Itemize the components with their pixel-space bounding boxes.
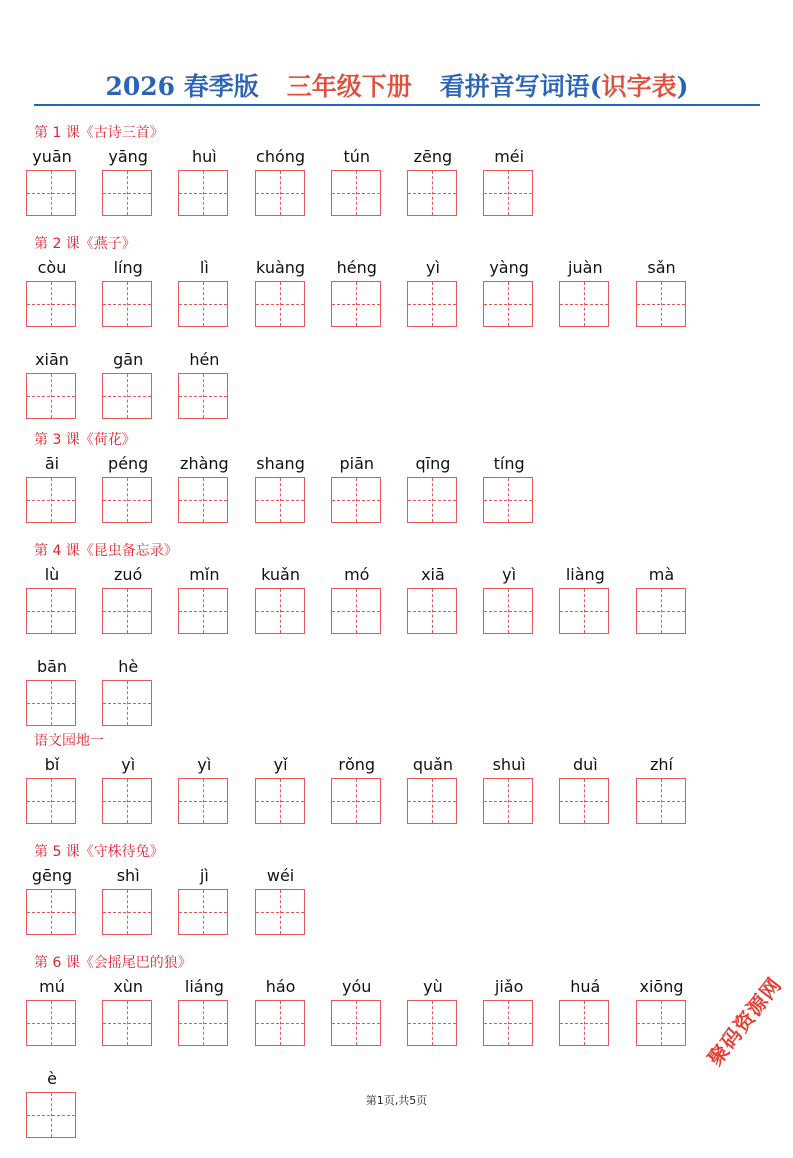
pinyin-label: chóng	[256, 147, 306, 166]
writing-box[interactable]	[255, 1000, 305, 1046]
pinyin-label: méi	[494, 147, 525, 166]
writing-box[interactable]	[178, 1000, 228, 1046]
lesson-section	[34, 540, 774, 746]
pinyin-label: xiā	[421, 565, 445, 584]
character-cell	[102, 752, 178, 844]
writing-box[interactable]	[407, 588, 457, 634]
writing-box[interactable]	[483, 778, 533, 824]
character-cell	[102, 562, 178, 654]
pinyin-grid	[26, 752, 774, 844]
writing-box[interactable]	[26, 588, 76, 634]
writing-box[interactable]	[636, 778, 686, 824]
pinyin-label: liáng	[184, 977, 224, 996]
character-cell	[407, 451, 483, 543]
writing-box[interactable]	[102, 778, 152, 824]
character-cell	[102, 144, 178, 236]
writing-box[interactable]	[102, 281, 152, 327]
pinyin-label: yù	[423, 977, 443, 996]
character-cell	[178, 144, 254, 236]
title-task: 看拼音写词语(	[439, 72, 602, 101]
character-cell	[255, 562, 331, 654]
writing-box[interactable]	[636, 588, 686, 634]
pinyin-label: juàn	[568, 258, 603, 277]
pinyin-label: mó	[344, 565, 370, 584]
character-cell	[483, 974, 559, 1066]
watermark: 聚码资源网	[702, 972, 787, 1071]
pinyin-label: xiōng	[639, 977, 684, 996]
pinyin-label: rǒng	[338, 755, 376, 774]
pinyin-label: shang	[256, 454, 305, 473]
pinyin-label: bǐ	[44, 755, 60, 774]
pinyin-label: lì	[199, 258, 209, 277]
pinyin-label: péng	[108, 454, 149, 473]
writing-box[interactable]	[559, 588, 609, 634]
pinyin-label: piān	[339, 454, 375, 473]
writing-box[interactable]	[26, 889, 76, 935]
pinyin-label: hè	[118, 657, 139, 676]
writing-box[interactable]	[178, 281, 228, 327]
character-cell	[255, 451, 331, 543]
pinyin-label: còu	[37, 258, 67, 277]
pinyin-label: yì	[425, 258, 440, 277]
writing-box[interactable]	[255, 588, 305, 634]
writing-box[interactable]	[102, 373, 152, 419]
character-cell	[26, 863, 102, 955]
writing-box[interactable]	[26, 170, 76, 216]
character-cell	[483, 255, 559, 347]
character-cell	[255, 255, 331, 347]
writing-box[interactable]	[407, 170, 457, 216]
character-cell	[559, 974, 635, 1066]
writing-box[interactable]	[331, 778, 381, 824]
character-cell	[26, 347, 102, 439]
pinyin-label: yì	[121, 755, 136, 774]
writing-box[interactable]	[26, 778, 76, 824]
writing-box[interactable]	[102, 889, 152, 935]
lesson-section	[34, 233, 774, 439]
character-cell	[483, 144, 559, 236]
character-cell	[331, 255, 407, 347]
character-cell	[559, 255, 635, 347]
pinyin-label: yāng	[108, 147, 148, 166]
pinyin-label: lù	[44, 565, 60, 584]
pinyin-label: wéi	[266, 866, 295, 885]
character-cell	[178, 255, 254, 347]
writing-box[interactable]	[407, 477, 457, 523]
character-cell	[26, 752, 102, 844]
lesson-title: 第 1 课《古诗三首》	[34, 125, 164, 141]
pinyin-label: yì	[502, 565, 517, 584]
pinyin-label: shì	[116, 866, 140, 885]
character-cell	[636, 752, 712, 844]
character-cell	[255, 144, 331, 236]
character-cell	[407, 144, 483, 236]
writing-box[interactable]	[178, 889, 228, 935]
character-cell	[331, 562, 407, 654]
pinyin-label: yàng	[489, 258, 529, 277]
character-cell	[331, 974, 407, 1066]
lesson-title: 第 6 课《会摇尾巴的狼》	[34, 955, 192, 971]
pinyin-label: zhàng	[180, 454, 229, 473]
writing-box[interactable]	[178, 477, 228, 523]
pinyin-label: kuàng	[256, 258, 306, 277]
lesson-title: 第 5 课《守株待兔》	[34, 844, 164, 860]
character-cell	[26, 255, 102, 347]
writing-box[interactable]	[26, 1000, 76, 1046]
pinyin-label: gēng	[31, 866, 73, 885]
character-cell	[26, 562, 102, 654]
writing-box[interactable]	[255, 170, 305, 216]
lesson-section	[34, 122, 774, 236]
pinyin-label: héng	[336, 258, 377, 277]
lesson-title: 第 4 课《昆虫备忘录》	[34, 543, 178, 559]
writing-box[interactable]	[559, 281, 609, 327]
writing-box[interactable]	[102, 588, 152, 634]
title-close: )	[676, 72, 689, 101]
pinyin-label: jiǎo	[494, 977, 524, 996]
pinyin-label: è	[47, 1069, 57, 1088]
character-cell	[102, 255, 178, 347]
writing-box[interactable]	[559, 1000, 609, 1046]
character-cell	[636, 255, 712, 347]
writing-box[interactable]	[26, 373, 76, 419]
character-cell	[178, 974, 254, 1066]
writing-box[interactable]	[331, 1000, 381, 1046]
character-cell	[407, 974, 483, 1066]
character-cell	[255, 974, 331, 1066]
pinyin-label: xùn	[113, 977, 144, 996]
character-cell	[331, 451, 407, 543]
writing-box[interactable]	[559, 778, 609, 824]
writing-box[interactable]	[483, 477, 533, 523]
pinyin-label: zēng	[413, 147, 453, 166]
character-cell	[102, 347, 178, 439]
pinyin-label: mú	[39, 977, 65, 996]
character-cell	[559, 752, 635, 844]
character-cell	[102, 863, 178, 955]
character-cell	[178, 562, 254, 654]
pinyin-label: shuì	[492, 755, 526, 774]
writing-box[interactable]	[636, 1000, 686, 1046]
pinyin-label: zuó	[114, 565, 143, 584]
pinyin-label: huì	[192, 147, 217, 166]
character-cell	[407, 255, 483, 347]
pinyin-label: bān	[36, 657, 68, 676]
writing-box[interactable]	[483, 1000, 533, 1046]
character-cell	[178, 451, 254, 543]
writing-box[interactable]	[255, 778, 305, 824]
pinyin-grid	[26, 451, 774, 543]
title-grade: 三年级下册	[286, 72, 412, 101]
pinyin-grid	[26, 863, 774, 955]
pinyin-label: hén	[189, 350, 220, 369]
writing-box[interactable]	[102, 170, 152, 216]
character-cell	[483, 562, 559, 654]
pinyin-label: xiān	[35, 350, 69, 369]
writing-box[interactable]	[178, 170, 228, 216]
writing-box[interactable]	[102, 680, 152, 726]
writing-box[interactable]	[102, 477, 152, 523]
writing-box[interactable]	[483, 588, 533, 634]
character-cell	[483, 752, 559, 844]
lesson-section	[34, 730, 774, 844]
writing-box[interactable]	[102, 1000, 152, 1046]
character-cell	[102, 451, 178, 543]
pinyin-label: líng	[113, 258, 143, 277]
pinyin-label: jì	[199, 866, 209, 885]
character-cell	[331, 752, 407, 844]
pinyin-label: qīng	[415, 454, 451, 473]
character-cell	[255, 752, 331, 844]
pinyin-label: tíng	[493, 454, 525, 473]
character-cell	[26, 451, 102, 543]
pinyin-label: mà	[648, 565, 675, 584]
writing-box[interactable]	[255, 281, 305, 327]
writing-box[interactable]	[331, 281, 381, 327]
lesson-title: 第 3 课《荷花》	[34, 432, 136, 448]
pinyin-label: quǎn	[412, 755, 454, 774]
pinyin-label: āi	[44, 454, 60, 473]
lesson-section	[34, 952, 774, 1158]
pinyin-label: kuǎn	[261, 565, 300, 584]
pinyin-label: háo	[265, 977, 296, 996]
character-cell	[255, 863, 331, 955]
pinyin-label: yóu	[342, 977, 372, 996]
pinyin-label: zhí	[650, 755, 673, 774]
character-cell	[331, 144, 407, 236]
writing-box[interactable]	[407, 1000, 457, 1046]
lesson-title: 第 2 课《燕子》	[34, 236, 136, 252]
pinyin-label: duì	[572, 755, 598, 774]
writing-box[interactable]	[178, 373, 228, 419]
pinyin-grid	[26, 144, 774, 236]
character-cell	[26, 144, 102, 236]
writing-box[interactable]	[331, 170, 381, 216]
writing-box[interactable]	[255, 889, 305, 935]
pinyin-label: mǐn	[189, 565, 220, 584]
lesson-section	[31, 841, 774, 955]
character-cell	[178, 863, 254, 955]
lesson-title: 语文园地一	[34, 733, 104, 749]
writing-box[interactable]	[407, 778, 457, 824]
pinyin-label: liàng	[565, 565, 605, 584]
pinyin-label: huá	[570, 977, 601, 996]
writing-box[interactable]	[26, 281, 76, 327]
pinyin-grid	[26, 974, 774, 1158]
character-cell	[26, 974, 102, 1066]
title-category: 识字表	[601, 72, 677, 101]
character-cell	[636, 562, 712, 654]
character-cell	[178, 752, 254, 844]
writing-box[interactable]	[331, 477, 381, 523]
character-cell	[483, 451, 559, 543]
writing-box[interactable]	[26, 477, 76, 523]
pinyin-label: gān	[113, 350, 144, 369]
writing-box[interactable]	[407, 281, 457, 327]
writing-box[interactable]	[636, 281, 686, 327]
pinyin-label: sǎn	[647, 258, 676, 277]
page-footer: 第1页,共5页	[365, 1094, 428, 1107]
writing-box[interactable]	[178, 588, 228, 634]
writing-box[interactable]	[331, 588, 381, 634]
character-cell	[102, 974, 178, 1066]
title-edition: 2026 春季版	[105, 72, 259, 101]
writing-box[interactable]	[178, 778, 228, 824]
character-cell	[559, 562, 635, 654]
character-cell	[26, 1066, 102, 1158]
pinyin-grid	[26, 562, 774, 746]
pinyin-label: yuān	[32, 147, 72, 166]
pinyin-label: yì	[197, 755, 212, 774]
lesson-section	[34, 429, 774, 543]
writing-box[interactable]	[483, 170, 533, 216]
pinyin-grid	[26, 255, 774, 439]
writing-box[interactable]	[255, 477, 305, 523]
character-cell	[407, 752, 483, 844]
page-title	[34, 70, 760, 106]
pinyin-label: tún	[343, 147, 371, 166]
character-cell	[178, 347, 254, 439]
pinyin-label: yǐ	[273, 755, 288, 774]
writing-box[interactable]	[26, 680, 76, 726]
writing-box[interactable]	[483, 281, 533, 327]
character-cell	[407, 562, 483, 654]
